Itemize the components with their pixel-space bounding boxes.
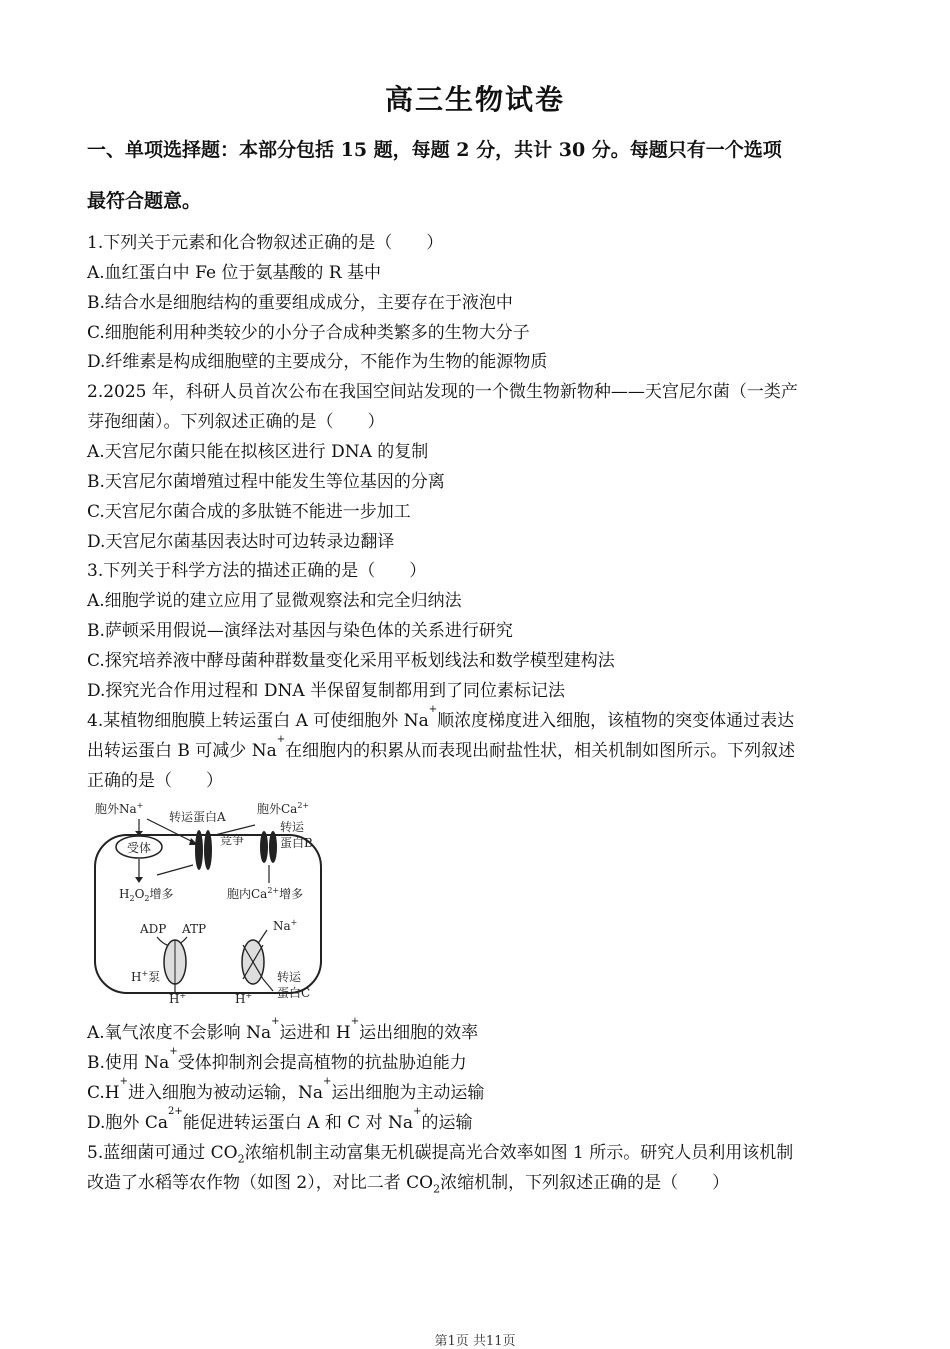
q4-option-b: B.使用 Na+受体抑制剂会提高植物的抗盐胁迫能力 — [87, 1046, 467, 1073]
outside-na-label: 胞外Na+ — [95, 801, 144, 816]
q2-option-a: A.天宫尼尔菌只能在拟核区进行 DNA 的复制 — [87, 442, 429, 462]
q2-option-d: D.天宫尼尔菌基因表达时可边转录边翻译 — [87, 532, 395, 552]
h-in-label: H+ — [235, 991, 253, 1006]
protein-a-label: 转运蛋白A — [169, 810, 226, 824]
protein-b-label-1: 转运 — [280, 820, 305, 834]
outside-ca-label: 胞外$Ca^{2+}$ — [257, 801, 310, 816]
h-pump-label: H+泵 — [131, 969, 161, 984]
q3-option-d: D.探究光合作用过程和 DNA 半保留复制都用到了同位素标记法 — [87, 681, 566, 701]
q2-stem: 2.2025 年，科研人员首次公布在我国空间站发现的一个微生物新物种——天宫尼尔菌（一类产 — [87, 382, 798, 402]
q2-option-b: B.天宫尼尔菌增殖过程中能发生等位基因的分离 — [87, 472, 445, 492]
q5-stem: 5.蓝细菌可通过 $CO_2$浓缩机制主动富集无机碳提高光合效率如图 1 所示。研究人员利用该机制 — [87, 1143, 794, 1166]
q1-option-b: B.结合水是细胞结构的重要组成成分，主要存在于液泡中 — [87, 293, 513, 313]
q3-option-b: B.萨顿采用假说—演绎法对基因与染色体的关系进行研究 — [87, 621, 513, 641]
q4-stem-end: 正确的是（ ） — [87, 771, 223, 791]
atp-label: ATP — [182, 922, 207, 936]
inside-ca-label: 胞内$Ca^{2+}$增多 — [227, 886, 304, 901]
q4-mechanism-diagram — [87, 795, 337, 1007]
q4-option-a: A.氧气浓度不会影响 Na+运进和 H+运出细胞的效率 — [87, 1016, 479, 1043]
compete-label: 竞争 — [220, 833, 245, 847]
q4-stem: 4.某植物细胞膜上转运蛋白 A 可使细胞外 Na+顺浓度梯度进入细胞，该植物的突变体通过表达 — [87, 704, 795, 731]
adp-label: ADP — [140, 922, 167, 936]
q5-stem-cont: 改造了水稻等农作物（如图 2），对比二者 $CO_2$浓缩机制，下列叙述正确的是（ ） — [87, 1173, 730, 1196]
q1-option-c: C.细胞能利用种类较少的小分子合成种类繁多的生物大分子 — [87, 323, 530, 343]
protein-c-label-2: 蛋白C — [277, 986, 311, 1000]
page-title: 高三生物试卷 — [384, 83, 565, 116]
q2-stem-cont: 芽孢细菌）。下列叙述正确的是（ ） — [87, 412, 385, 432]
q1-stem: 1.下列关于元素和化合物叙述正确的是（ ） — [87, 233, 444, 253]
page-footer: 第1页 共11页 — [434, 1334, 516, 1349]
q1-option-d: D.纤维素是构成细胞壁的主要成分，不能作为生物的能源物质 — [87, 352, 548, 372]
q4-option-c: C.H+进入细胞为被动运输，Na+运出细胞为主动运输 — [87, 1076, 485, 1103]
q1-option-a: A.血红蛋白中 Fe 位于氨基酸的 R 基中 — [87, 263, 382, 283]
section-heading: 一、单项选择题：本部分包括 15 题，每题 2 分，共计 30 分。每题只有一个选项 — [87, 139, 782, 161]
h2o2-label: $H_2O_2$增多 — [119, 887, 174, 903]
q4-stem-cont: 出转运蛋白 B 可减少 Na+在细胞内的积累从而表现出耐盐性状，相关机制如图所示。下列叙述 — [87, 734, 796, 761]
q2-option-c: C.天宫尼尔菌合成的多肽链不能进一步加工 — [87, 502, 411, 522]
q3-stem: 3.下列关于科学方法的描述正确的是（ ） — [87, 561, 427, 581]
protein-c-label-1: 转运 — [277, 970, 302, 984]
protein-b-shape — [260, 831, 268, 863]
q3-option-c: C.探究培养液中酵母菌种群数量变化采用平板划线法和数学模型建构法 — [87, 651, 615, 671]
protein-b-label-2: 蛋白B — [280, 836, 313, 850]
protein-a-shape — [195, 830, 203, 870]
section-heading-cont: 最符合题意。 — [87, 190, 202, 212]
na-inside-label: Na+ — [273, 918, 298, 933]
q4-option-d: D.胞外 $Ca^{2+}$能促进转运蛋白 A 和 C 对 Na+的运输 — [87, 1106, 473, 1133]
h-out-label: H+ — [169, 991, 187, 1006]
receptor-label: 受体 — [126, 841, 152, 855]
q3-option-a: A.细胞学说的建立应用了显微观察法和完全归纳法 — [87, 591, 462, 611]
